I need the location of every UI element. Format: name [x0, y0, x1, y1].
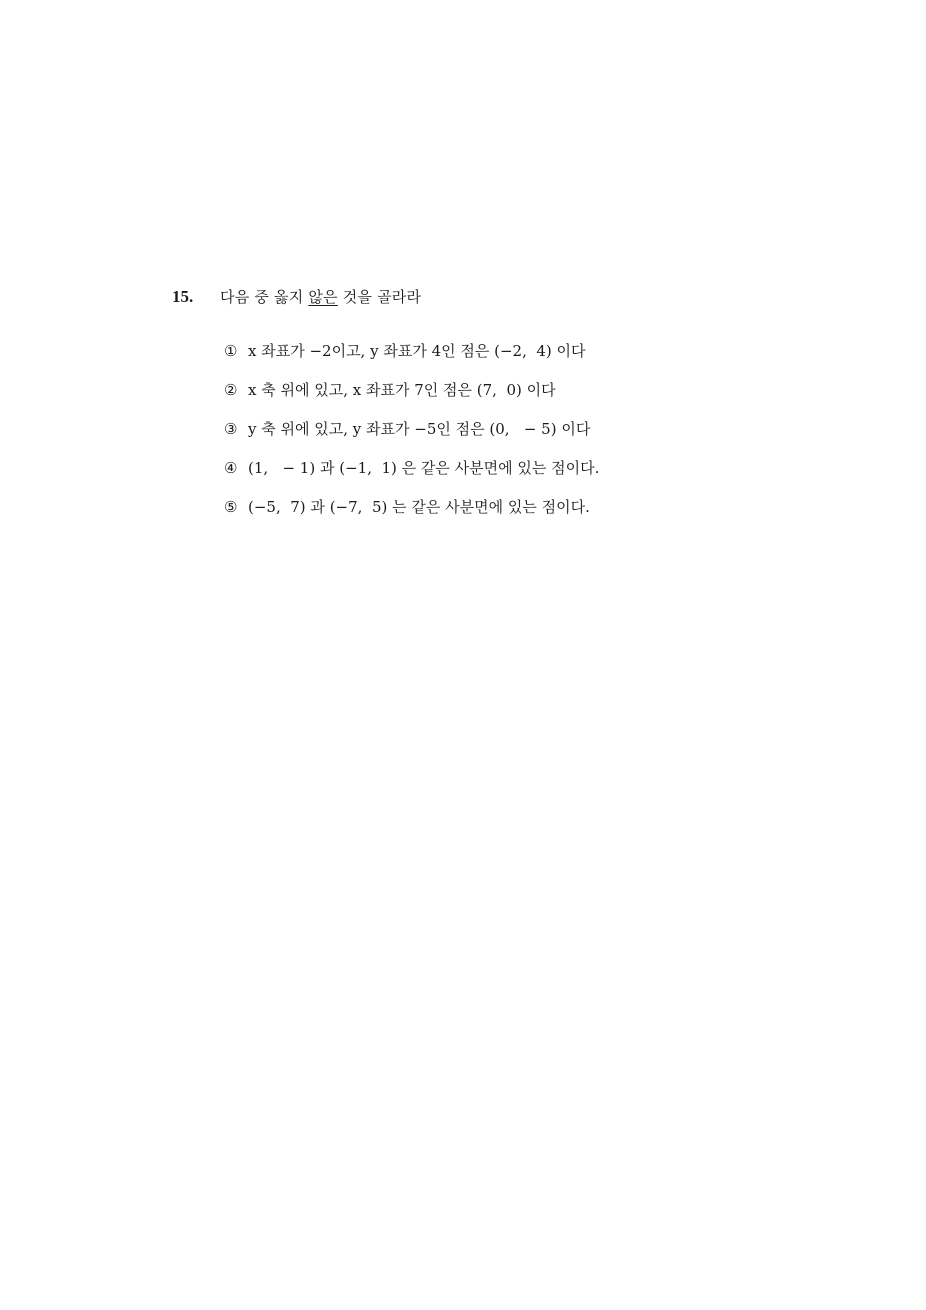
question-header — [172, 286, 772, 312]
choice-3[interactable] — [224, 418, 784, 457]
question-block — [172, 286, 772, 516]
choice-mark: ② — [224, 381, 238, 399]
choice-1[interactable] — [224, 340, 784, 379]
question-text-before: 다음 중 옳지 — [220, 288, 309, 306]
choice-4[interactable] — [224, 457, 784, 496]
question-number: 15. — [172, 287, 194, 306]
choice-text: x 좌표가 −2이고, y 좌표가 4인 점은 (−2, 4) 이다 — [248, 342, 586, 360]
choice-text: y 축 위에 있고, y 좌표가 −5인 점은 (0, − 5) 이다 — [248, 420, 591, 438]
choice-mark: ⑤ — [224, 498, 238, 516]
question-text-underlined: 않은 — [308, 288, 338, 306]
choice-text: (1, − 1) 과 (−1, 1) 은 같은 사분면에 있는 점이다. — [248, 459, 600, 477]
choice-mark: ④ — [224, 459, 238, 477]
choice-text: x 축 위에 있고, x 좌표가 7인 점은 (7, 0) 이다 — [248, 381, 556, 399]
choice-text: (−5, 7) 과 (−7, 5) 는 같은 사분면에 있는 점이다. — [248, 498, 590, 516]
choice-mark: ③ — [224, 420, 238, 438]
choice-mark: ① — [224, 342, 238, 360]
question-text-after: 것을 골라라 — [337, 288, 422, 306]
choice-list — [224, 340, 784, 535]
choice-5[interactable] — [224, 496, 784, 535]
choice-2[interactable] — [224, 379, 784, 418]
question-text — [220, 286, 421, 307]
